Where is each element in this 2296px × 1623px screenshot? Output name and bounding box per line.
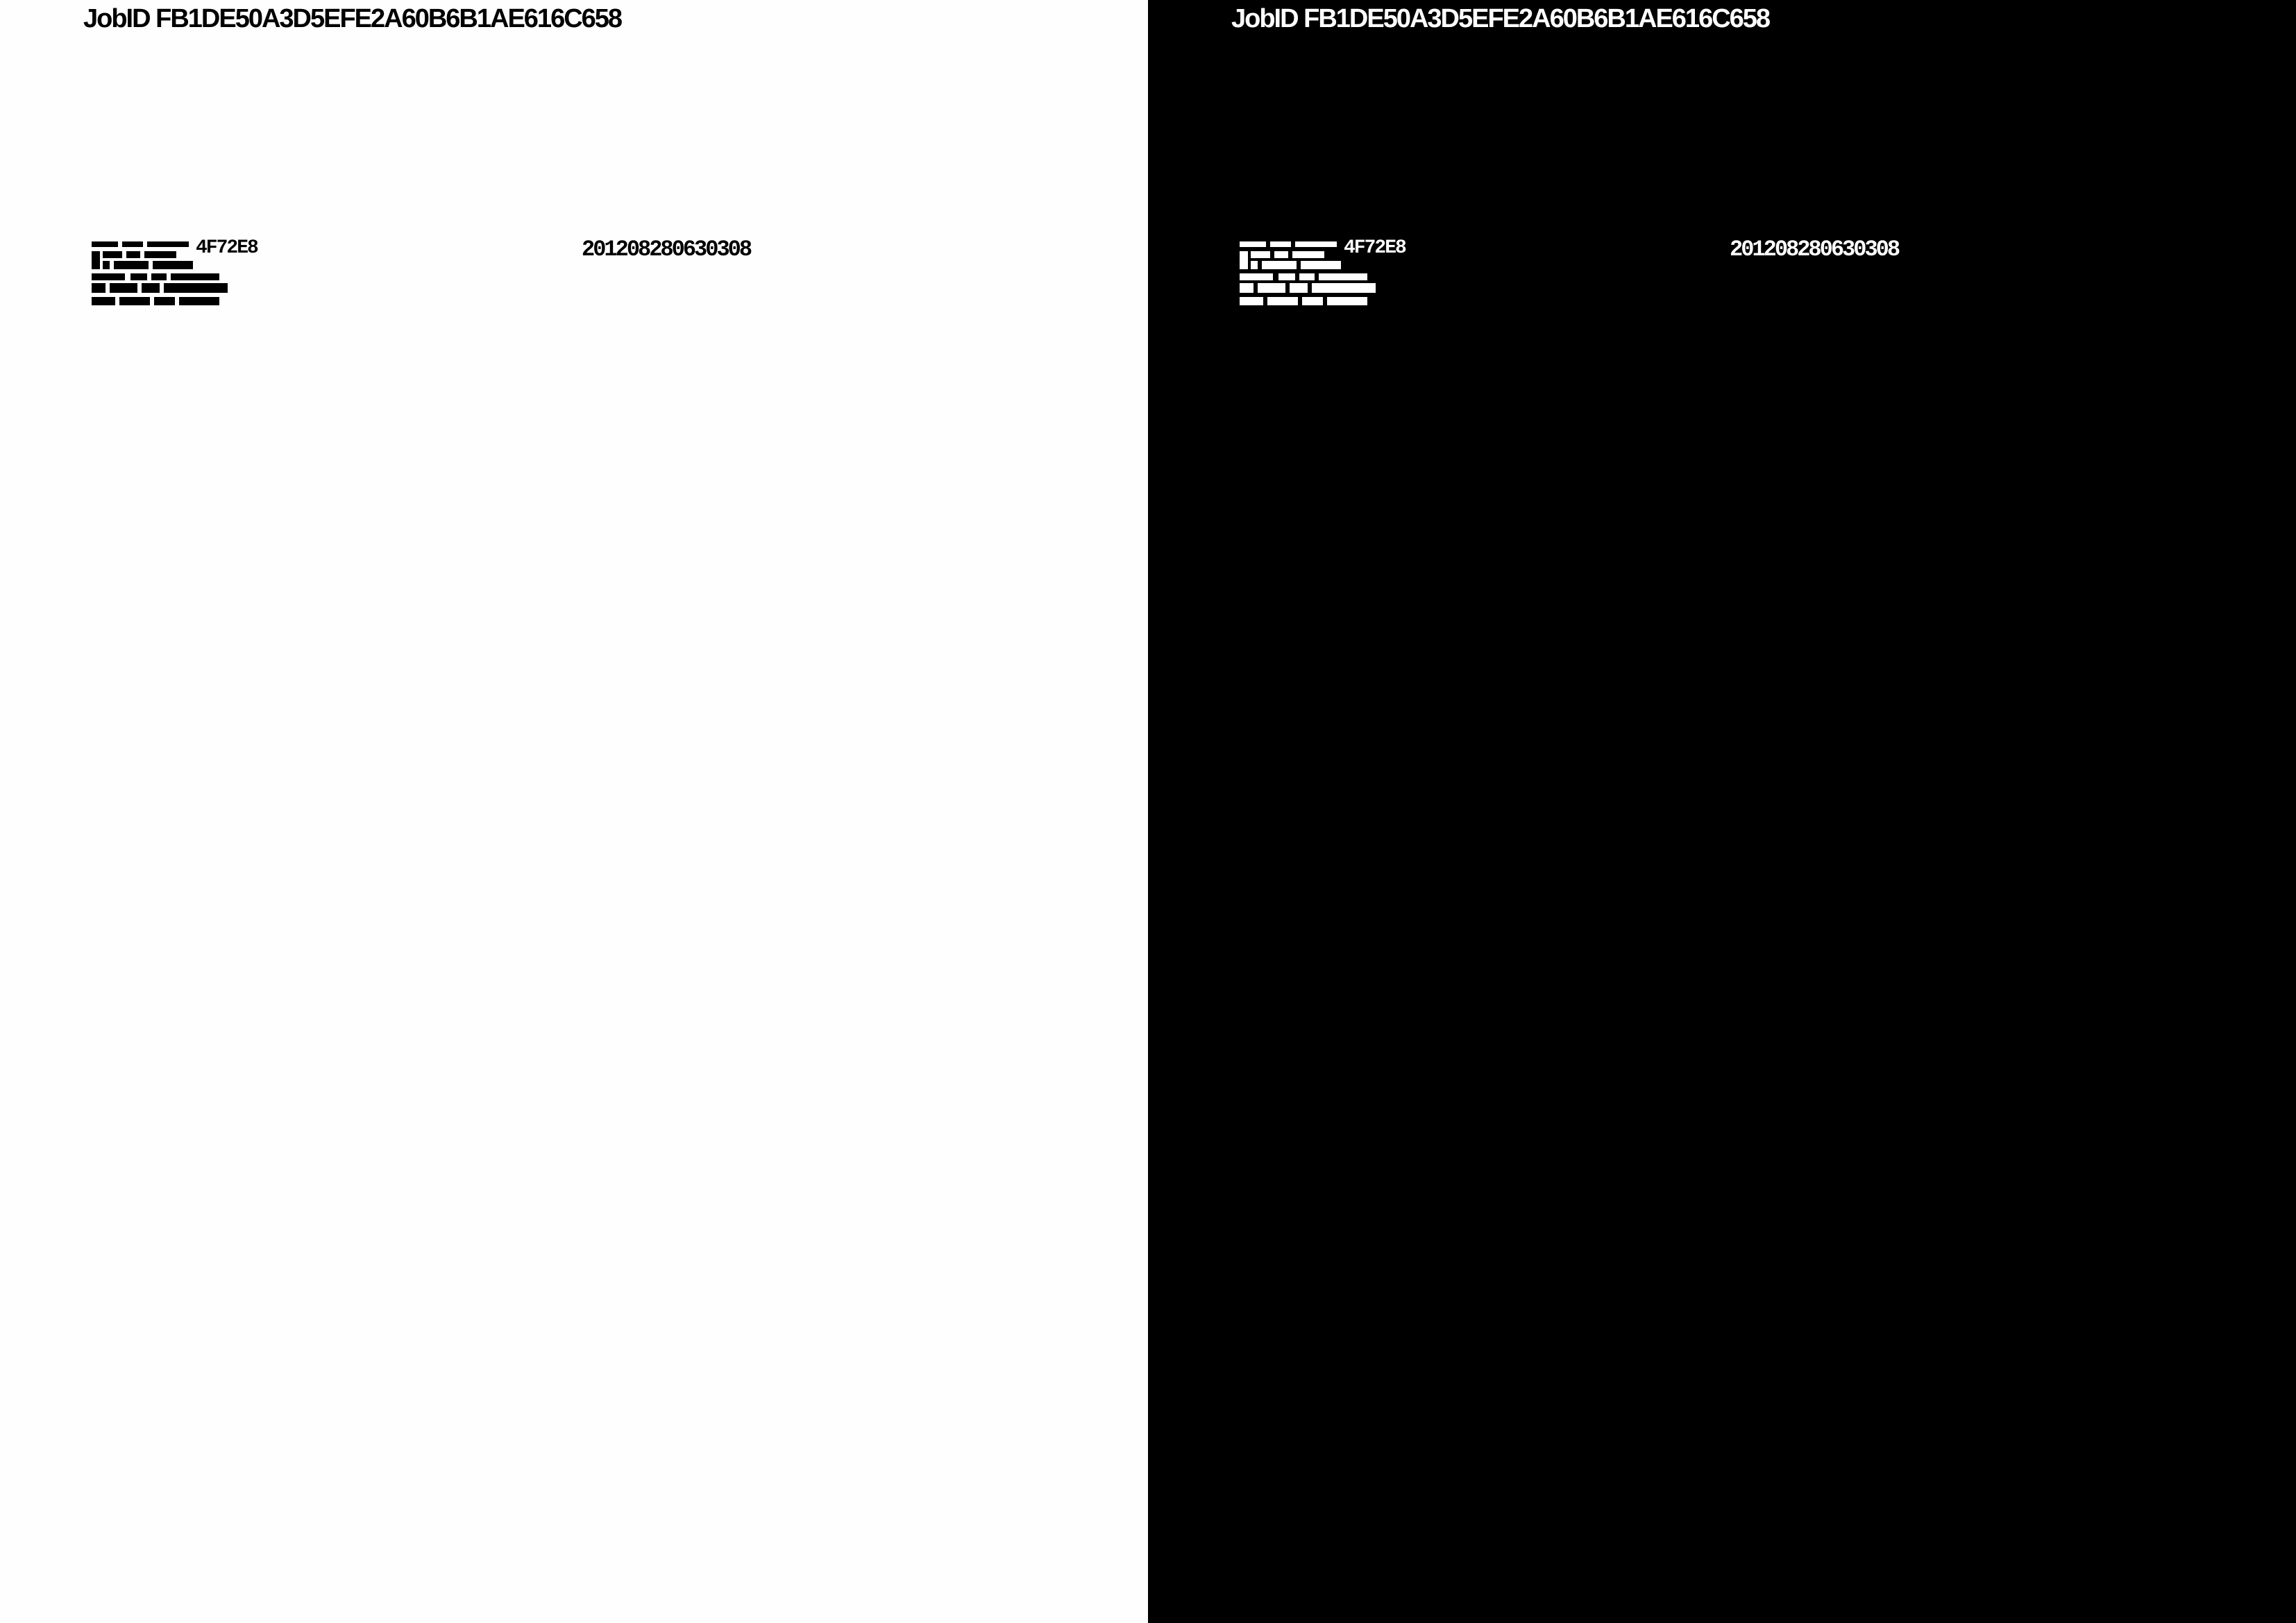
job-id-label: JobID FB1DE50A3D5EFE2A60B6B1AE616C658 — [83, 4, 622, 33]
job-id-label: JobID FB1DE50A3D5EFE2A60B6B1AE616C658 — [1231, 4, 1770, 33]
barcode-block — [1240, 239, 1427, 315]
dark-page — [1148, 0, 2296, 1623]
barcode-block — [92, 239, 279, 315]
barcode-caption: 4F72E8 — [1344, 237, 1406, 259]
serial-number: 201208280630308 — [582, 237, 751, 262]
serial-number: 201208280630308 — [1730, 237, 1899, 262]
barcode-caption: 4F72E8 — [196, 237, 258, 259]
